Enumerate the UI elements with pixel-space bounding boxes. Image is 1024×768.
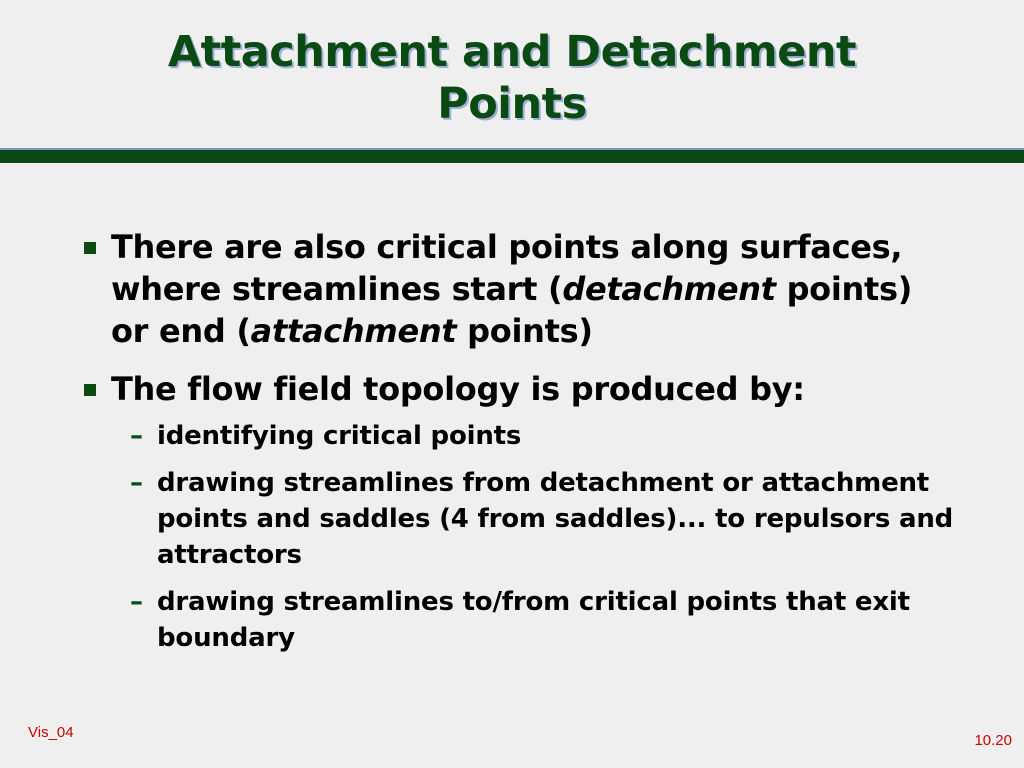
footer-deck-id: Vis_04: [28, 724, 74, 741]
sub-bullet-text: identifying critical points: [157, 421, 522, 451]
bullet-1-emphasis-detachment: detachment: [562, 270, 776, 308]
bullet-2-text: The flow field topology is produced by:: [111, 370, 805, 408]
bullet-critical-points: [78, 226, 958, 352]
slide-body: [78, 226, 958, 667]
sub-bullet-text: drawing streamlines to/from critical points that exit boundary: [157, 587, 910, 653]
slide-title-line-2: Points: [437, 79, 587, 129]
bullet-1-text-b: points) or end (: [111, 270, 913, 350]
sub-bullet-list: [130, 418, 958, 656]
dash-bullet-icon: –: [130, 421, 143, 451]
sub-bullet-item: [130, 418, 958, 454]
dash-bullet-icon: –: [130, 587, 143, 617]
square-bullet-icon: [84, 242, 96, 254]
slide-title-line-1: Attachment and Detachment: [167, 27, 857, 77]
bullet-1-text-c: points): [456, 312, 593, 350]
bullet-flow-topology: [78, 368, 958, 410]
footer-slide-number: 10.20: [974, 732, 1012, 749]
sub-bullet-text: drawing streamlines from detachment or attachment points and saddles (4 from saddles)... to repulsors and attractors: [157, 468, 954, 570]
title-divider: [0, 148, 1024, 163]
bullet-1-text-a: There are also critical points along surfaces, where streamlines start (: [111, 228, 903, 308]
sub-bullet-item: [130, 465, 958, 573]
bullet-1-emphasis-attachment: attachment: [250, 312, 457, 350]
square-bullet-icon: [84, 384, 96, 396]
dash-bullet-icon: –: [130, 468, 143, 498]
sub-bullet-item: [130, 584, 958, 656]
slide-title: [0, 26, 1024, 130]
